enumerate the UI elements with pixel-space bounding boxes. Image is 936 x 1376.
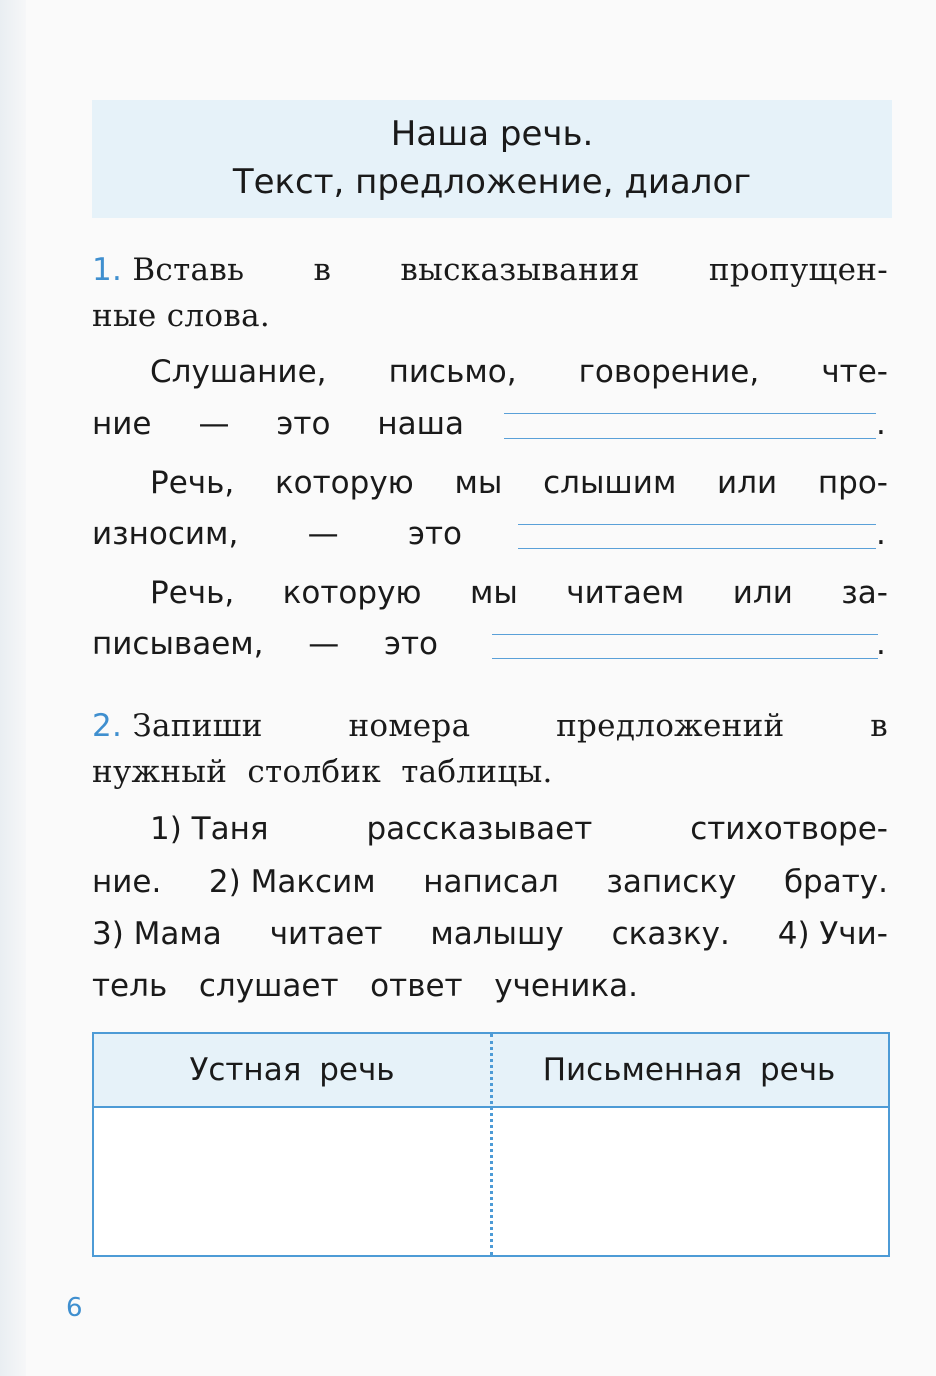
- task2-instruction-line1: 2. Запиши номера предложений в: [92, 708, 888, 744]
- task2-text-line3: 3) Мама читает малышу сказку. 4) Учи-: [92, 916, 888, 952]
- task1-p1-line1: Слушание, письмо, говорение, чте-: [150, 354, 888, 390]
- period-3: .: [876, 626, 886, 662]
- task1-p2-line1: Речь, которую мы слышим или про-: [150, 465, 888, 501]
- task1-p3-line2: писываем, — это: [92, 626, 438, 662]
- task1-number: 1.: [92, 252, 123, 288]
- task1-instruction-line2: ные слова.: [92, 298, 271, 334]
- task1-p3-line1: Речь, которую мы читаем или за-: [150, 575, 888, 611]
- answer-cell-written[interactable]: [493, 1106, 888, 1255]
- table-header-written-speech: Письменная речь: [542, 1052, 836, 1088]
- task1-p1-line2: ние — это наша: [92, 406, 464, 442]
- answer-cell-oral[interactable]: [94, 1106, 490, 1255]
- table-header-oral-speech: Устная речь: [189, 1052, 395, 1088]
- page-number: 6: [66, 1293, 83, 1323]
- answer-blank-3a[interactable]: [492, 634, 878, 635]
- task2-text-line2: ние. 2) Максим написал записку брату.: [92, 864, 888, 900]
- page-edge: [0, 0, 26, 1376]
- task1-instruction-line1: 1. Вставь в высказывания пропущен-: [92, 252, 888, 288]
- task1-number-word: 1. Вставь: [92, 252, 245, 288]
- task2-instruction-line2: нужный столбик таблицы.: [92, 754, 553, 790]
- answer-blank-2b[interactable]: [518, 548, 876, 549]
- page-title: Наша речь.: [390, 114, 594, 154]
- period-1: .: [876, 406, 886, 442]
- answer-blank-3b[interactable]: [492, 658, 878, 659]
- task2-text-line1: 1) Таня рассказывает стихотворе-: [150, 811, 888, 847]
- answer-blank-2a[interactable]: [518, 524, 876, 525]
- period-2: .: [876, 516, 886, 552]
- answer-blank-1a[interactable]: [504, 413, 876, 414]
- task2-text-line4: тель слушает ответ ученика.: [92, 968, 638, 1004]
- task2-number: 2.: [92, 708, 123, 744]
- answer-table: [92, 1032, 890, 1257]
- task1-p2-line2: износим, — это: [92, 516, 462, 552]
- answer-blank-1b[interactable]: [504, 438, 876, 439]
- task2-number-word: 2. Запиши: [92, 708, 263, 744]
- page-subtitle: Текст, предложение, диалог: [232, 162, 752, 202]
